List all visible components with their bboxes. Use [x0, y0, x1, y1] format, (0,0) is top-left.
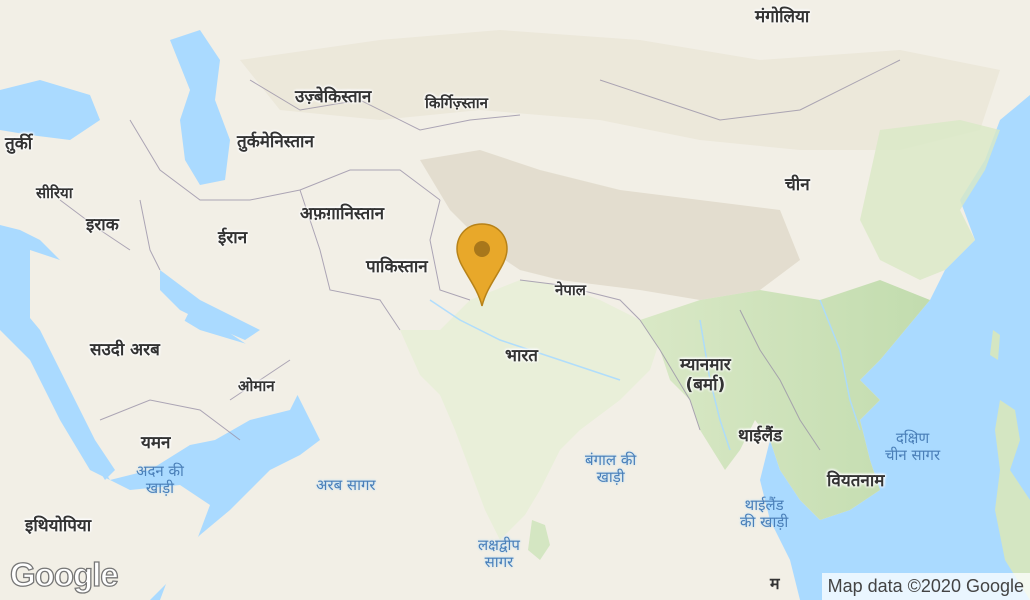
- label-afghanistan: अफ़ग़ानिस्तान: [300, 204, 385, 224]
- label-turkey: तुर्की: [5, 134, 33, 154]
- google-logo[interactable]: Google: [10, 556, 118, 593]
- label-ethiopia: इथियोपिया: [25, 516, 92, 536]
- label-oman: ओमान: [238, 377, 275, 395]
- label-gulf-of-thailand: थाईलैंड की खाड़ी: [740, 496, 789, 531]
- label-gulf-of-aden: अदन की खाड़ी: [136, 462, 184, 497]
- label-bay-of-bengal: बंगाल की खाड़ी: [585, 451, 637, 486]
- label-syria: सीरिया: [36, 184, 73, 202]
- label-kyrgyzstan: किर्गिज़्स्तान: [425, 94, 488, 112]
- label-pakistan: पाकिस्तान: [366, 257, 428, 277]
- label-laccadive-sea: लक्षद्वीप सागर: [478, 536, 520, 571]
- location-pin-icon[interactable]: [454, 222, 510, 308]
- label-iran: ईरान: [218, 228, 248, 248]
- label-india: भारत: [505, 346, 538, 366]
- label-partial: म: [770, 574, 780, 593]
- label-turkmenistan: तुर्कमेनिस्तान: [237, 132, 314, 152]
- label-mongolia: मंगोलिया: [755, 7, 810, 27]
- label-saudi-arabia: सउदी अरब: [90, 340, 160, 360]
- label-nepal: नेपाल: [555, 281, 586, 299]
- label-iraq: इराक: [86, 215, 119, 235]
- label-yemen: यमन: [141, 433, 171, 453]
- label-thailand: थाईलैंड: [738, 426, 783, 446]
- label-myanmar: म्यानमार (बर्मा): [680, 355, 731, 396]
- label-vietnam: वियतनाम: [827, 471, 885, 491]
- label-uzbekistan: उज़्बेकिस्तान: [295, 87, 372, 107]
- map-attribution: Map data ©2020 Google: [822, 573, 1030, 600]
- label-south-china-sea: दक्षिण चीन सागर: [885, 429, 941, 464]
- label-china: चीन: [785, 175, 810, 195]
- label-arabian-sea: अरब सागर: [316, 476, 376, 494]
